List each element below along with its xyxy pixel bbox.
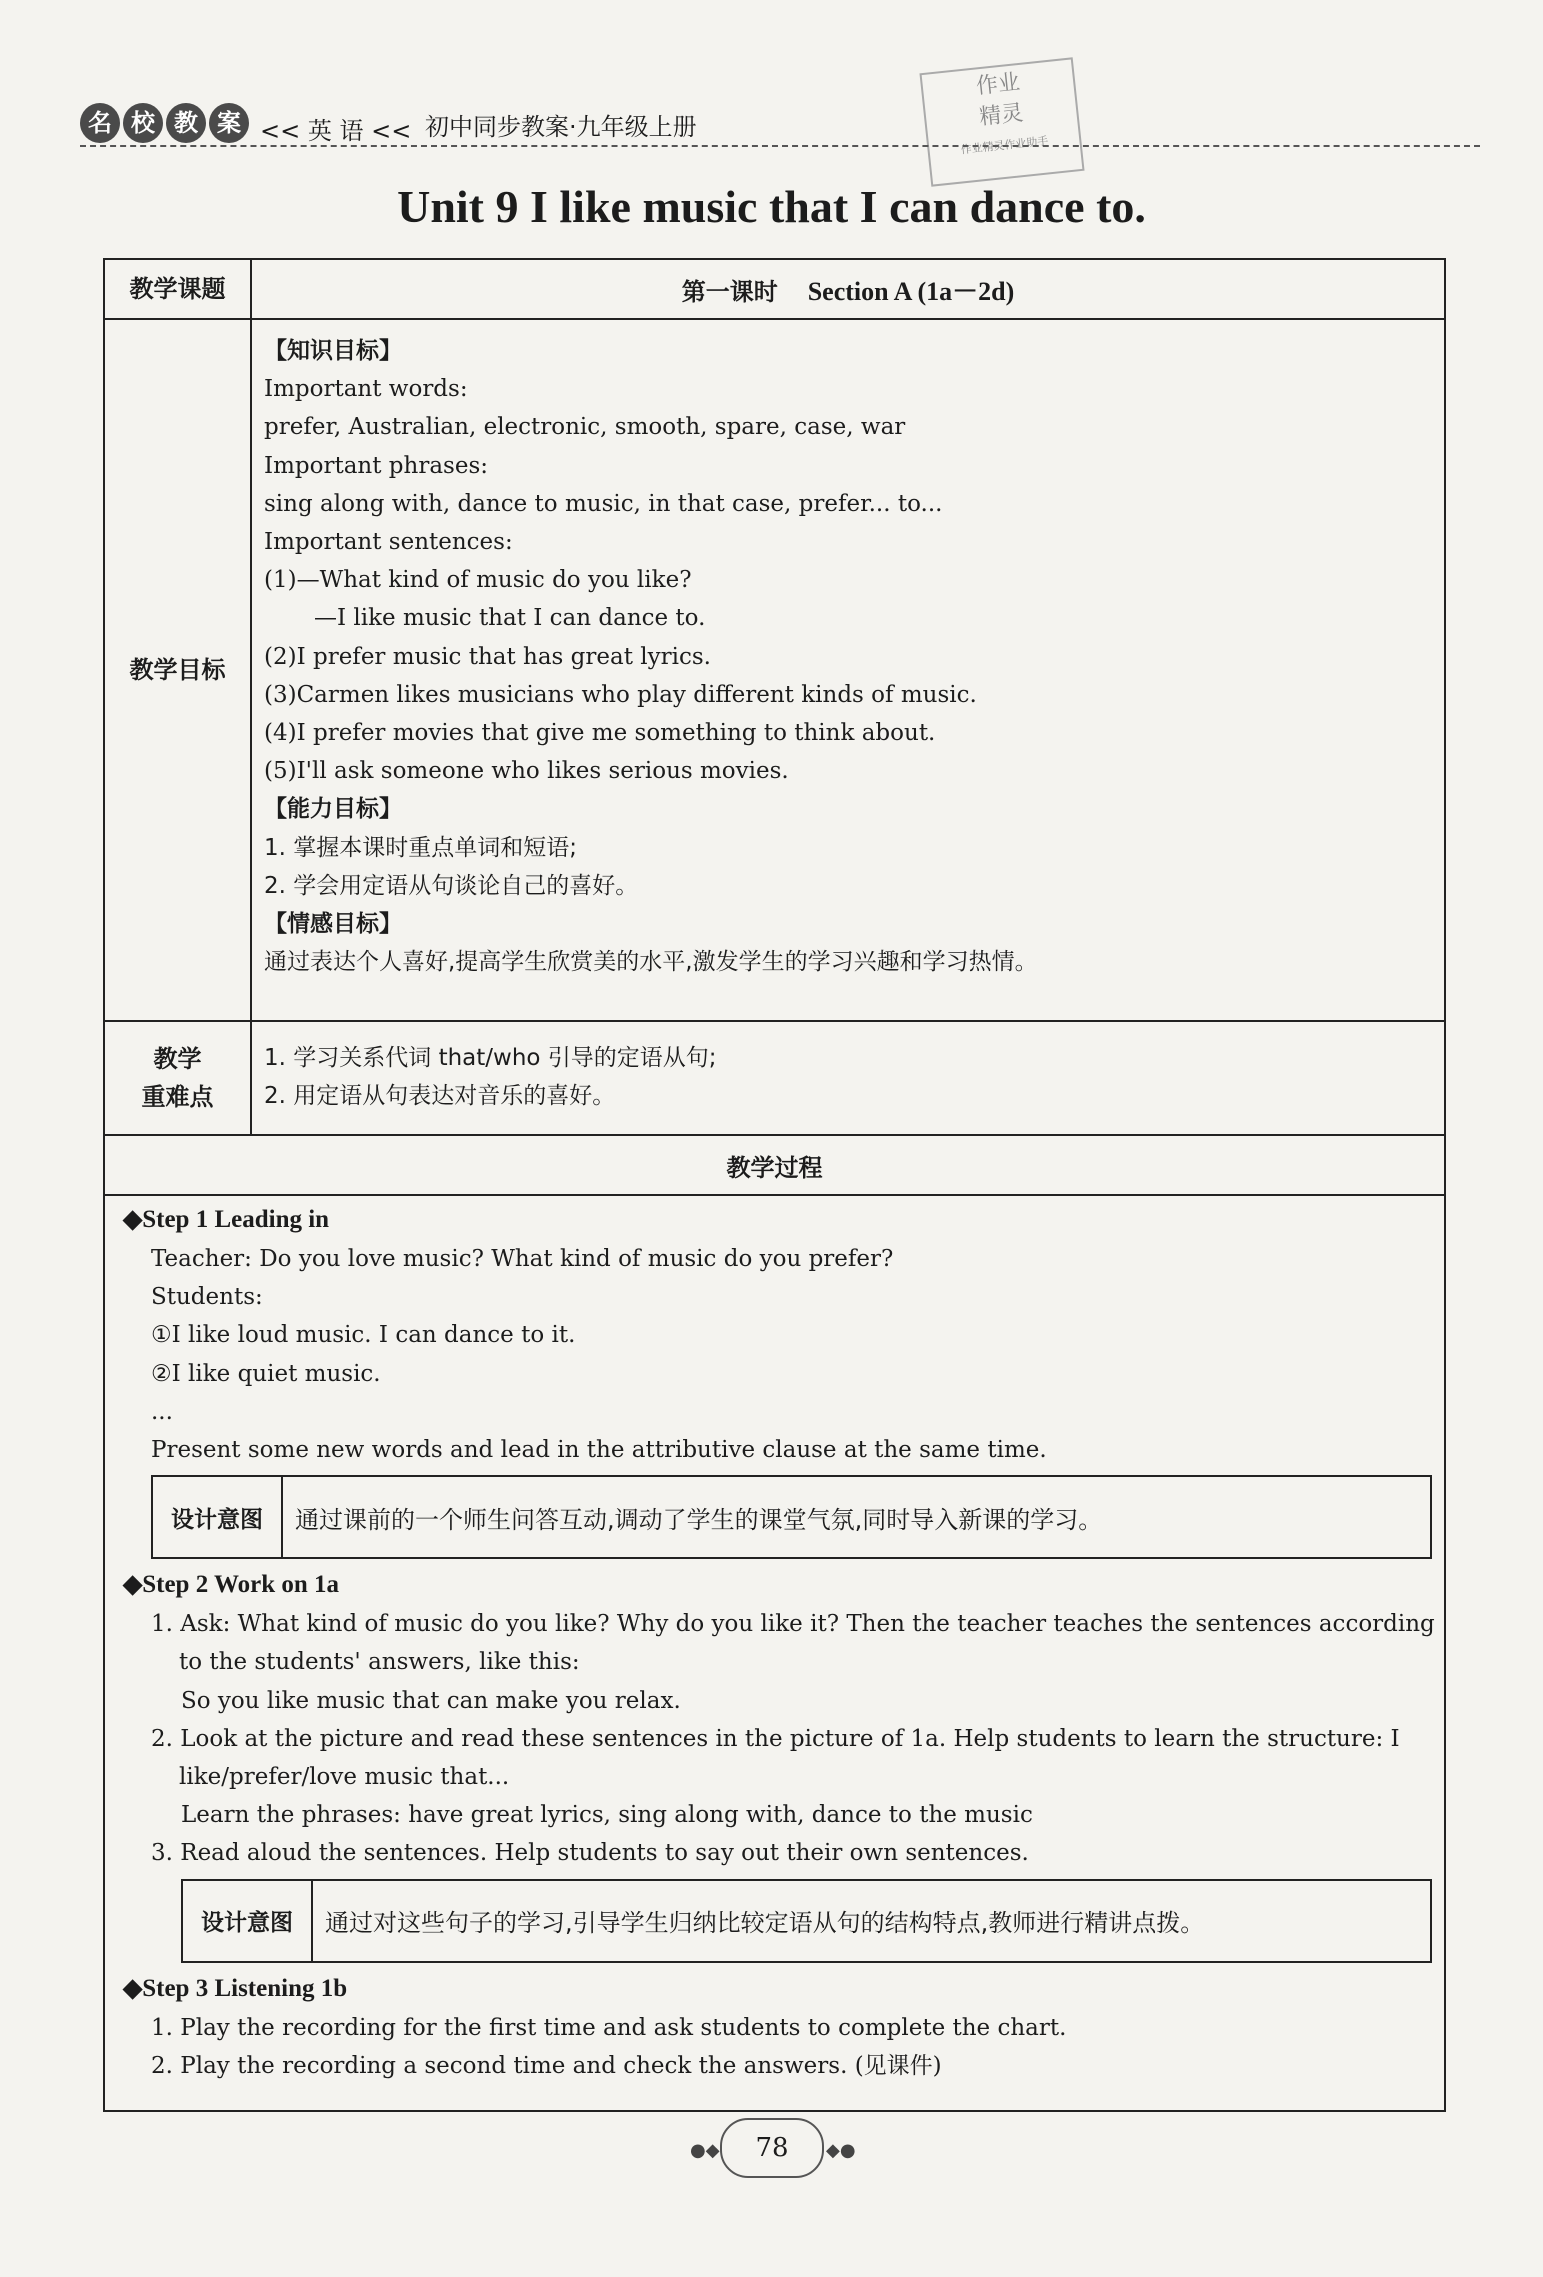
row-label: [105, 1022, 252, 1134]
ability-item: 2. 学会用定语从句谈论自己的喜好。: [264, 872, 639, 899]
sentences-label: Important sentences:: [264, 529, 513, 556]
phrases-list: sing along with, dance to music, in that case, prefer... to...: [264, 490, 943, 517]
sentence: (1)—What kind of music do you like?: [264, 567, 692, 594]
design-intent-box: [181, 1879, 1432, 1963]
page-ornament: ●◆: [690, 2140, 720, 2161]
words-list: prefer, Australian, electronic, smooth, spare, case, war: [264, 414, 906, 441]
stamp-watermark: [919, 57, 1084, 186]
design-label: 设计意图: [153, 1477, 283, 1557]
row-label: 教学课题: [105, 260, 252, 318]
label-part: 重难点: [141, 1083, 214, 1111]
logo-char: 案: [209, 103, 249, 143]
process-line: 2. Play the recording a second time and check the answers. (见课件): [151, 2052, 942, 2079]
process-heading: 教学过程: [726, 1153, 823, 1182]
design-text: 通过对这些句子的学习,引导学生归纳比较定语从句的结构特点,教师进行精讲点拨。: [325, 1909, 1205, 1938]
process-line: Teacher: Do you love music? What kind of music do you prefer?: [151, 1246, 894, 1272]
process-line: 1. Play the recording for the first time and ask students to complete the chart.: [151, 2014, 1067, 2041]
lesson-number: 第一课时: [681, 277, 778, 306]
design-label: 设计意图: [183, 1881, 313, 1961]
phrases-label: Important phrases:: [264, 452, 488, 479]
step-title: ◆Step 1 Leading in: [123, 1206, 330, 1233]
header-divider: [80, 145, 1480, 147]
stamp-line: 精灵: [978, 100, 1025, 131]
process-line: 3. Read aloud the sentences. Help students to say out their own sentences.: [151, 1840, 1029, 1867]
series-label: 初中同步教案·九年级上册: [425, 113, 697, 141]
emotion-text: 通过表达个人喜好,提高学生欣赏美的水平,激发学生的学习兴趣和学习热情。: [264, 949, 1038, 976]
section-label: Section A (1a－2d): [807, 276, 1015, 306]
row-topic: [105, 260, 1444, 320]
process-line: 1. Ask: What kind of music do you like? Why do you like it? Then the teacher teaches the sentences according to the students' answers, like this:: [151, 1611, 1435, 1676]
process-line: So you like music that can make you relax.: [181, 1687, 681, 1714]
brand-logo: [80, 103, 249, 143]
knowledge-heading: 【知识目标】: [264, 338, 402, 364]
sentence: (2)I prefer music that has great lyrics.: [264, 643, 711, 670]
words-label: Important words:: [264, 376, 468, 403]
page-ornament: ◆●: [826, 2140, 856, 2161]
sentence: (5)I'll ask someone who likes serious movies.: [264, 758, 789, 785]
sentence: (3)Carmen likes musicians who play different kinds of music.: [264, 681, 977, 708]
process-line: ...: [151, 1398, 173, 1425]
emotion-heading: 【情感目标】: [264, 911, 402, 938]
stamp-line: 作业: [974, 69, 1022, 100]
page-header: [80, 69, 1480, 157]
row-key-points: [105, 1022, 1444, 1136]
logo-char: 名: [80, 103, 120, 143]
key-point: 1. 学习关系代词 that/who 引导的定语从句;: [264, 1045, 717, 1071]
page-number: 78: [720, 2118, 824, 2178]
teaching-process: [105, 1200, 1444, 2085]
step-title: ◆Step 2 Work on 1a: [123, 1571, 340, 1599]
logo-char: 教: [166, 103, 206, 143]
process-line: ②I like quiet music.: [151, 1360, 381, 1387]
page-title: Unit 9 I like music that I can dance to.: [397, 181, 1146, 232]
process-line: Students:: [151, 1284, 263, 1311]
subject-label: << 英 语 <<: [260, 117, 412, 145]
process-line: Learn the phrases: have great lyrics, sing along with, dance to the music: [181, 1802, 1033, 1829]
key-point: 2. 用定语从句表达对音乐的喜好。: [264, 1083, 616, 1110]
process-line: 2. Look at the picture and read these sentences in the picture of 1a. Help students to learn the structure: I like/prefer/love music that...: [151, 1725, 1400, 1791]
design-intent-box: [151, 1475, 1432, 1559]
lesson-plan-table: [103, 258, 1446, 2112]
process-line: Present some new words and lead in the attributive clause at the same time.: [151, 1437, 1047, 1464]
sentence: (4)I prefer movies that give me something to think about.: [264, 720, 936, 747]
sentence: —I like music that I can dance to.: [314, 605, 706, 632]
design-text: 通过课前的一个师生问答互动,调动了学生的课堂气氛,同时导入新课的学习。: [295, 1505, 1103, 1534]
row-objectives: [105, 320, 1444, 1022]
step-title: ◆Step 3 Listening 1b: [123, 1974, 348, 2002]
row-label: 教学目标: [105, 320, 252, 1020]
process-line: ①I like loud music. I can dance to it.: [151, 1322, 576, 1349]
ability-heading: 【能力目标】: [264, 796, 402, 823]
stamp-sub: 作业精灵作业助手: [960, 134, 1049, 157]
ability-item: 1. 掌握本课时重点单词和短语;: [264, 834, 578, 861]
logo-char: 校: [123, 103, 163, 143]
label-part: 教学: [153, 1045, 202, 1073]
row-process-heading: [105, 1136, 1444, 1196]
